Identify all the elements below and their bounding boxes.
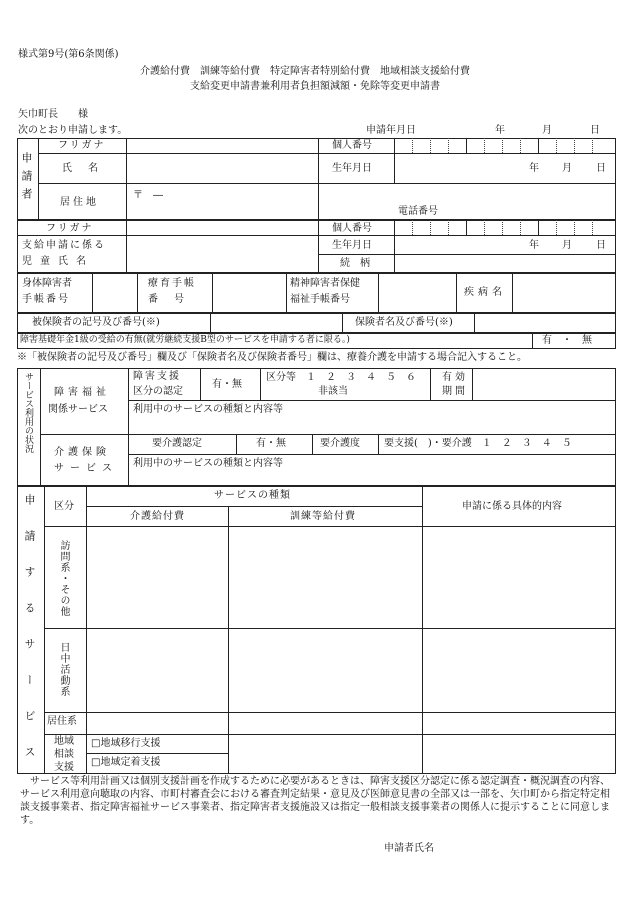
settlement-support-checkbox[interactable]: □地域定着支援 <box>91 757 161 768</box>
validity-line2: 期間 <box>442 386 468 397</box>
welfare-service-line2: 関係サービス <box>48 404 108 415</box>
care-cert-yes-no: 有・無 <box>256 438 286 449</box>
category-levels: 区分等 １ ２ ３ ４ ５ ６ <box>266 372 416 383</box>
applicant-name-label: 氏 名 <box>62 163 101 174</box>
child-relationship-label: 続 柄 <box>340 258 370 269</box>
rehab-handbook-line2: 番 号 <box>148 294 187 305</box>
applicant-birthdate-label: 生年月日 <box>332 163 372 174</box>
application-date-month: 月 <box>542 125 552 136</box>
application-date-day: 日 <box>590 125 600 136</box>
child-birth-year: 年 <box>529 240 539 251</box>
specific-content-header: 申請に係る具体的内容 <box>462 501 562 512</box>
applicant-birth-year: 年 <box>529 163 539 174</box>
child-label-line1: 支給申請に係る <box>22 240 106 251</box>
row-visiting-label: 訪問系・その他 <box>58 540 69 617</box>
applicant-furigana-label: フリガナ <box>58 140 106 151</box>
child-block <box>17 220 616 273</box>
training-benefit-header: 訓練等給付費 <box>290 511 356 522</box>
child-birthdate-label: 生年月日 <box>332 240 372 251</box>
transition-support-checkbox[interactable]: □地域移行支援 <box>91 738 161 749</box>
child-label-line2: 児童氏名 <box>22 256 94 267</box>
applicant-block <box>17 138 616 220</box>
child-personal-number-label: 個人番号 <box>332 223 372 234</box>
care-service-line1: 介護保険 <box>54 447 110 458</box>
insurer-name-label: 保険者名及び番号(※) <box>355 317 453 328</box>
disease-name-label: 疾病名 <box>464 287 506 298</box>
physical-handbook-line2: 手帳番号 <box>22 294 70 305</box>
category-cert-line2: 区分の認定 <box>133 386 183 397</box>
insurance-note: ※「被保険者の記号及び番号」欄及び「保険者名及び保険者番号」欄は、療養介護を申請する場合記入すること。 <box>17 352 527 363</box>
pension-yes-no: 有 ・ 無 <box>542 335 592 346</box>
category-cert-line1: 障害支援 <box>133 371 181 382</box>
mental-handbook-line2: 福祉手帳番号 <box>290 294 350 305</box>
row-community-line3: 支援 <box>54 762 74 773</box>
row-residential-label: 居住系 <box>47 716 77 727</box>
service-types-header: サービスの種類 <box>214 490 291 501</box>
applicant-section-label: 申請者 <box>20 152 33 206</box>
pension-label: 障害基礎年金1級の受給の有無(就労継続支援B型のサービスを申請する者に限る。) <box>20 335 350 345</box>
form-title-line2: 支給変更申請書兼利用者負担額減額・免除等変更申請書 <box>190 81 440 92</box>
applicant-birth-month: 月 <box>562 163 572 174</box>
care-levels: 要支援( )・要介護 １ ２ ３ ４ ５ <box>384 438 572 449</box>
category-not-applicable: 非該当 <box>318 386 348 397</box>
child-furigana-label: フリガナ <box>46 223 94 234</box>
care-level-label: 要介護度 <box>320 438 360 449</box>
child-birth-month: 月 <box>562 240 572 251</box>
welfare-services-in-use: 利用中のサービスの種類と内容等 <box>133 404 283 415</box>
category-cert-yes-no: 有・無 <box>212 379 242 390</box>
physical-handbook-line1: 身体障害者 <box>22 278 72 289</box>
validity-line1: 有効 <box>442 372 468 383</box>
consent-text: サービス等利用計画又は個別支援計画を作成するために必要があるときは、障害支援区分認定に係る認定調査・概況調査の内容、サービス利用意向聴取の内容、市町村審査会における審査判定結果・意見及び医師意見書の全部又は一部を、矢巾町から指定特定相談支援事業者、指定障害福祉サービス事業者、指定障害者支援施設又は指定一般相談支援事業者の関係人に提示することに同意します。 <box>20 776 610 826</box>
signature-label: 申請者氏名 <box>384 843 434 854</box>
applicant-birth-day: 日 <box>596 163 606 174</box>
application-date-label: 申請年月日 <box>366 125 416 136</box>
form-title-line1: 介護給付費 訓練等給付費 特定障害者特別給付費 地域相談支援給付費 <box>140 66 470 77</box>
requested-services-table <box>17 486 616 774</box>
postal-code-mark: 〒 ― <box>133 190 163 201</box>
applicant-phone-label: 電話番号 <box>398 206 438 217</box>
insured-symbol-label: 被保険者の記号及び番号(※) <box>32 317 160 328</box>
form-number: 様式第9号(第6条関係) <box>18 49 119 60</box>
care-cert-label: 要介護認定 <box>152 438 202 449</box>
child-birth-day: 日 <box>596 240 606 251</box>
applicant-address-label: 居住地 <box>60 197 99 208</box>
row-daytime-label: 日中活動系 <box>58 642 69 697</box>
requested-services-section-label: 申請するサービス <box>23 494 36 782</box>
category-header: 区分 <box>54 501 74 512</box>
service-status-section-label: サービス利用の状況 <box>23 372 33 453</box>
addressee: 矢巾町長 様 <box>18 109 88 120</box>
application-date-year: 年 <box>495 125 505 136</box>
welfare-service-line1: 障害福祉 <box>54 387 110 398</box>
row-community-line1: 地域 <box>54 736 74 747</box>
care-services-in-use: 利用中のサービスの種類と内容等 <box>133 458 283 469</box>
intro-text: 次のとおり申請します。 <box>18 125 128 136</box>
rehab-handbook-line1: 療育手帳 <box>148 278 196 289</box>
nursing-benefit-header: 介護給付費 <box>130 511 185 522</box>
care-service-line2: サービス <box>54 463 118 474</box>
row-community-line2: 相談 <box>54 749 74 760</box>
mental-handbook-line1: 精神障害者保健 <box>290 278 360 289</box>
applicant-personal-number-label: 個人番号 <box>332 140 372 151</box>
